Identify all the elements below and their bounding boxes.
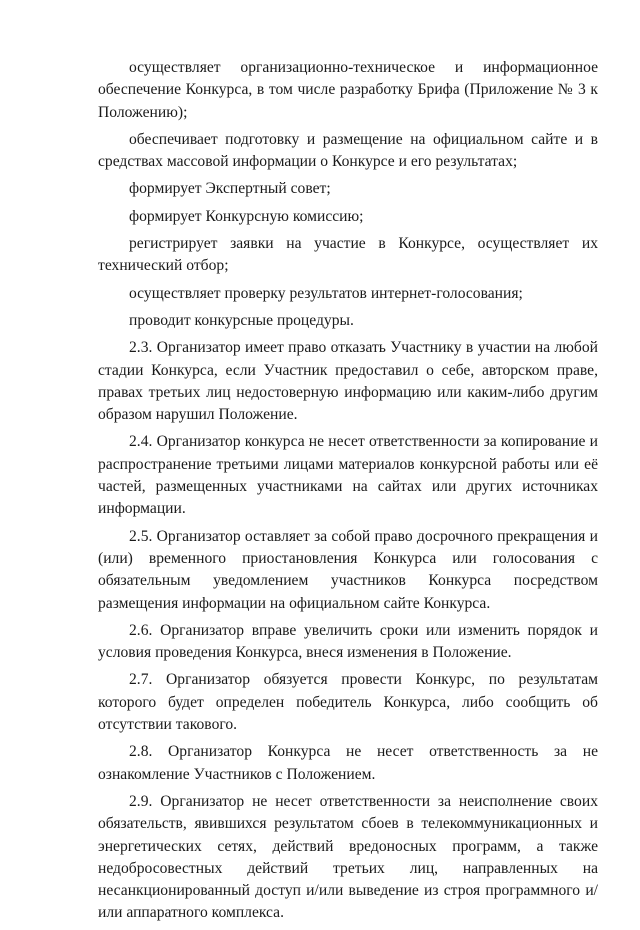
paragraph-clause-2-7: 2.7. Организатор обязуется провести Конкурс, по результатам которого будет определен победитель Конкурса, либо сообщить об отсутствии такового. [98,671,598,734]
paragraph-clause-2-5: 2.5. Организатор оставляет за собой право досрочного прекращения и (или) временного приостановления Конкурса или голосования с обязательным уведомлением участников Конкурса посредством размещения информации на официальном сайте Конкурса. [98,527,598,612]
paragraph-duty-organizational-support: осуществляет организационно-техническое и информационное обеспечение Конкурса, в том числе разработку Брифа (Приложение № 3 к Положению); [98,59,598,121]
paragraph-duty-voting-check: осуществляет проверку результатов интернет-голосования; [129,284,523,302]
document-page [98,57,598,930]
paragraph-duty-expert-council: формирует Экспертный совет; [129,180,331,198]
paragraph-duty-publication: обеспечивает подготовку и размещение на официальном сайте и в средствах массовой информации о Конкурсе и его результатах; [98,130,598,171]
paragraph-duty-procedures: проводит конкурсные процедуры. [129,311,354,329]
paragraph-clause-2-8: 2.8. Организатор Конкурса не несет ответственность за не ознакомление Участников с Положением. [98,743,598,783]
paragraph-clause-2-3: 2.3. Организатор имеет право отказать Участнику в участии на любой стадии Конкурса, если Участник предоставил о себе, авторском праве, правах третьих лиц недостоверную информацию или каким-либо другим образом нарушил Положение. [98,339,598,424]
paragraph-duty-competition-commission: формирует Конкурсную комиссию; [129,207,364,225]
paragraph-clause-2-4: 2.4. Организатор конкурса не несет ответственности за копирование и распространение третьими лицами материалов конкурсной работы или её частей, размещенных участниками на сайтах или других источниках информации. [98,433,598,518]
paragraph-duty-registration: регистрирует заявки на участие в Конкурсе, осуществляет их технический отбор; [98,235,598,275]
paragraph-clause-2-6: 2.6. Организатор вправе увеличить сроки или изменить порядок и условия проведения Конкурса, внеся изменения в Положение. [98,621,598,662]
paragraph-clause-2-9: 2.9. Организатор не несет ответственности за неисполнение своих обязательств, явившихся результатом сбоев в телекоммуникационных и энергетических сетях, действий вредоносных программ, а также недобросовестных действий третьих лиц, направленных на несанкционированный доступ и/или выведение из строя программного и/или аппаратного комплекса. [98,792,598,922]
